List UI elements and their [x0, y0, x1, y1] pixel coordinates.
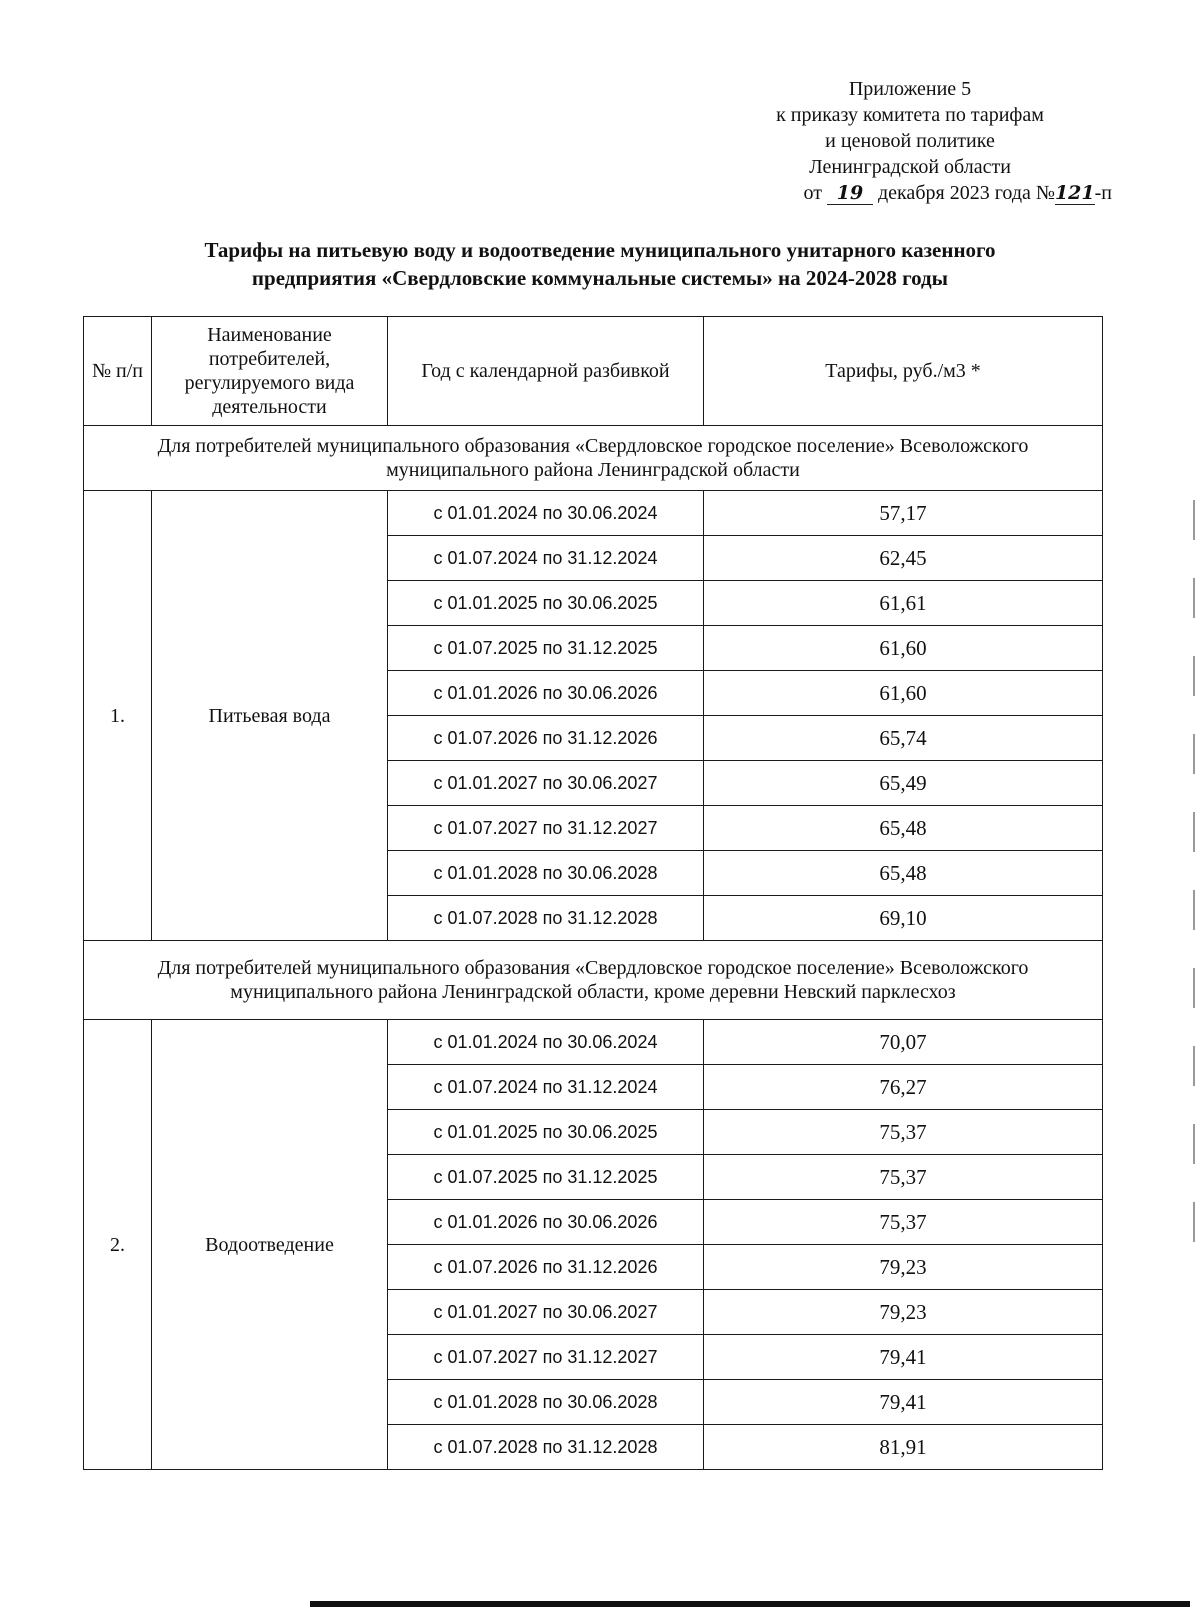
- tariff-cell: 57,17: [704, 491, 1103, 536]
- appendix-committee-line: и ценовой политике: [825, 130, 995, 152]
- period-cell: с 01.01.2028 по 30.06.2028: [388, 1380, 704, 1425]
- scan-edge-marks: [1193, 500, 1196, 1320]
- period-cell: с 01.01.2027 по 30.06.2027: [388, 761, 704, 806]
- tariff-cell: 61,61: [704, 581, 1103, 626]
- period-cell: с 01.01.2026 по 30.06.2026: [388, 671, 704, 716]
- period-cell: с 01.01.2025 по 30.06.2025: [388, 581, 704, 626]
- order-date-line: [700, 180, 1120, 206]
- period-cell: с 01.07.2025 по 31.12.2025: [388, 626, 704, 671]
- table-row: [84, 491, 1103, 536]
- period-cell: с 01.01.2024 по 30.06.2024: [388, 1020, 704, 1065]
- title-line-1: Тарифы на питьевую воду и водоотведение муниципального унитарного казенного: [204, 238, 996, 262]
- header-tariff: Тарифы, руб./м3 *: [704, 317, 1103, 426]
- tariff-cell: 75,37: [704, 1200, 1103, 1245]
- date-prefix: от: [803, 182, 822, 204]
- period-cell: с 01.01.2027 по 30.06.2027: [388, 1290, 704, 1335]
- tariff-cell: 79,41: [704, 1335, 1103, 1380]
- section-1-name: Питьевая вода: [152, 491, 388, 941]
- date-middle: декабря 2023 года №: [877, 182, 1055, 204]
- table-row: [84, 1020, 1103, 1065]
- period-cell: с 01.07.2027 по 31.12.2027: [388, 806, 704, 851]
- period-cell: с 01.01.2024 по 30.06.2024: [388, 491, 704, 536]
- period-cell: с 01.07.2026 по 31.12.2026: [388, 716, 704, 761]
- appendix-header: [700, 76, 1120, 206]
- tariff-cell: 70,07: [704, 1020, 1103, 1065]
- handwritten-day: 19: [827, 182, 873, 205]
- tariff-cell: 75,37: [704, 1155, 1103, 1200]
- tariff-cell: 69,10: [704, 896, 1103, 941]
- period-cell: с 01.01.2028 по 30.06.2028: [388, 851, 704, 896]
- section-caption-row: [84, 941, 1103, 1020]
- tariff-cell: 75,37: [704, 1110, 1103, 1155]
- period-cell: с 01.07.2026 по 31.12.2026: [388, 1245, 704, 1290]
- tariff-cell: 65,48: [704, 806, 1103, 851]
- tariff-cell: 65,48: [704, 851, 1103, 896]
- tariff-cell: 65,74: [704, 716, 1103, 761]
- tariff-table: [83, 316, 1103, 1470]
- tariff-cell: 65,49: [704, 761, 1103, 806]
- period-cell: с 01.07.2027 по 31.12.2027: [388, 1335, 704, 1380]
- appendix-number: Приложение 5: [848, 78, 972, 100]
- date-suffix: -п: [1094, 182, 1112, 204]
- period-cell: с 01.01.2025 по 30.06.2025: [388, 1110, 704, 1155]
- appendix-order-line: к приказу комитета по тарифам: [776, 104, 1044, 126]
- period-cell: с 01.07.2028 по 31.12.2028: [388, 1425, 704, 1470]
- header-name: Наименование потребителей, регулируемого вида деятельности: [152, 317, 388, 426]
- tariff-cell: 61,60: [704, 626, 1103, 671]
- document-title: [80, 236, 1120, 292]
- table-header-row: [84, 317, 1103, 426]
- tariff-cell: 79,23: [704, 1290, 1103, 1335]
- section-1-caption: Для потребителей муниципального образования «Свердловское городское поселение» Всеволожского муниципального района Ленинградской области: [84, 426, 1103, 491]
- header-period: Год с календарной разбивкой: [388, 317, 704, 426]
- tariff-cell: 62,45: [704, 536, 1103, 581]
- handwritten-order-number: 121: [1054, 182, 1095, 204]
- period-cell: с 01.01.2026 по 30.06.2026: [388, 1200, 704, 1245]
- period-cell: с 01.07.2024 по 31.12.2024: [388, 1065, 704, 1110]
- header-num: № п/п: [84, 317, 152, 426]
- appendix-region-line: Ленинградской области: [809, 156, 1011, 178]
- period-cell: с 01.07.2028 по 31.12.2028: [388, 896, 704, 941]
- section-2-caption: Для потребителей муниципального образования «Свердловское городское поселение» Всеволожского муниципального района Ленинградской области, кроме деревни Невский парклесхоз: [84, 941, 1103, 1020]
- section-1-number: 1.: [84, 491, 152, 941]
- tariff-cell: 61,60: [704, 671, 1103, 716]
- section-caption-row: [84, 426, 1103, 491]
- section-2-name: Водоотведение: [152, 1020, 388, 1470]
- period-cell: с 01.07.2025 по 31.12.2025: [388, 1155, 704, 1200]
- scan-bottom-edge: [310, 1601, 1190, 1607]
- tariff-cell: 81,91: [704, 1425, 1103, 1470]
- tariff-cell: 79,23: [704, 1245, 1103, 1290]
- section-2-number: 2.: [84, 1020, 152, 1470]
- period-cell: с 01.07.2024 по 31.12.2024: [388, 536, 704, 581]
- tariff-cell: 76,27: [704, 1065, 1103, 1110]
- tariff-cell: 79,41: [704, 1380, 1103, 1425]
- title-line-2: предприятия «Свердловские коммунальные системы» на 2024-2028 годы: [251, 266, 949, 290]
